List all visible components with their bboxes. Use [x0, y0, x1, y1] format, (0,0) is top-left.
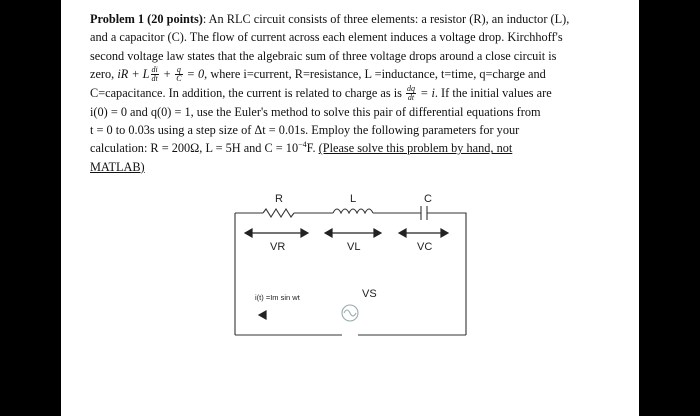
arrow-current	[259, 311, 266, 319]
current-equation: $\frac{dq}{dt}$ = i	[407, 83, 435, 102]
current-equation-label: i(t) =Im sin wt	[255, 293, 300, 302]
kvl-equation: iR + L $\frac{di}{dt}$ + $\frac{q}{C}$ = 0	[117, 64, 205, 83]
arrow-vl-left	[325, 229, 332, 237]
wire-top-4	[427, 213, 466, 335]
fraction-di-dt: $\frac{di}{dt}$	[151, 64, 158, 83]
text-line-6: i(0) = 0 and q(0) = 1, use the Euler's method to solve this pair of differential equations from	[90, 104, 541, 119]
arrow-vc-right	[441, 229, 448, 237]
document-page	[61, 0, 639, 416]
resistor-zigzag	[263, 209, 294, 217]
text-line-5: C=capacitance. In addition, the current is related to charge as is $\frac{dq}{dt}$ = i. If the initial values are	[90, 83, 552, 102]
label-vs: VS	[362, 288, 377, 300]
text-line-1: Problem 1 (20 points): An RLC circuit consists of three elements: a resistor (R), an inductor (L),	[90, 12, 570, 26]
text-line-2: and a capacitor (C). The flow of current across each element induces a voltage drop. Kirchhoff's	[90, 30, 563, 45]
ac-source-wave	[344, 310, 356, 316]
label-vc: VC	[417, 241, 433, 253]
label-vl: VL	[347, 241, 361, 253]
arrow-vr-left	[245, 229, 252, 237]
arrow-vr-right	[301, 229, 308, 237]
arrow-vl-right	[374, 229, 381, 237]
rlc-circuit-diagram	[61, 0, 639, 416]
text-line-9: MATLAB)	[90, 159, 145, 174]
label-l: L	[350, 193, 357, 205]
text-line-7: t = 0 to 0.03s using a step size of Δt = 0.01s. Employ the following parameters for your	[90, 122, 520, 137]
label-c: C	[424, 193, 432, 205]
fraction-q-c: $\frac{q}{C}$	[176, 64, 182, 83]
inductor-coils	[333, 209, 373, 213]
label-r: R	[275, 193, 283, 205]
text-line-8: calculation: R = 200Ω, L = 5H and $C = 10^{-4}F$. (Please solve this problem by hand, not	[90, 140, 513, 156]
problem-heading: Problem 1 (20 points)	[90, 12, 203, 26]
text-line-3: second voltage law states that the algebraic sum of three voltage drops around a close circuit is	[90, 48, 557, 63]
arrow-vc-left	[399, 229, 406, 237]
text-line-4: zero, iR + L $\frac{di}{dt}$ + $\frac{q}{C}$ = 0, where i=current, R=resistance, L =inductance, t=time, q=charge and	[90, 64, 546, 83]
fraction-dq-dt: $\frac{dq}{dt}$	[407, 83, 416, 102]
label-vr: VR	[270, 241, 286, 253]
